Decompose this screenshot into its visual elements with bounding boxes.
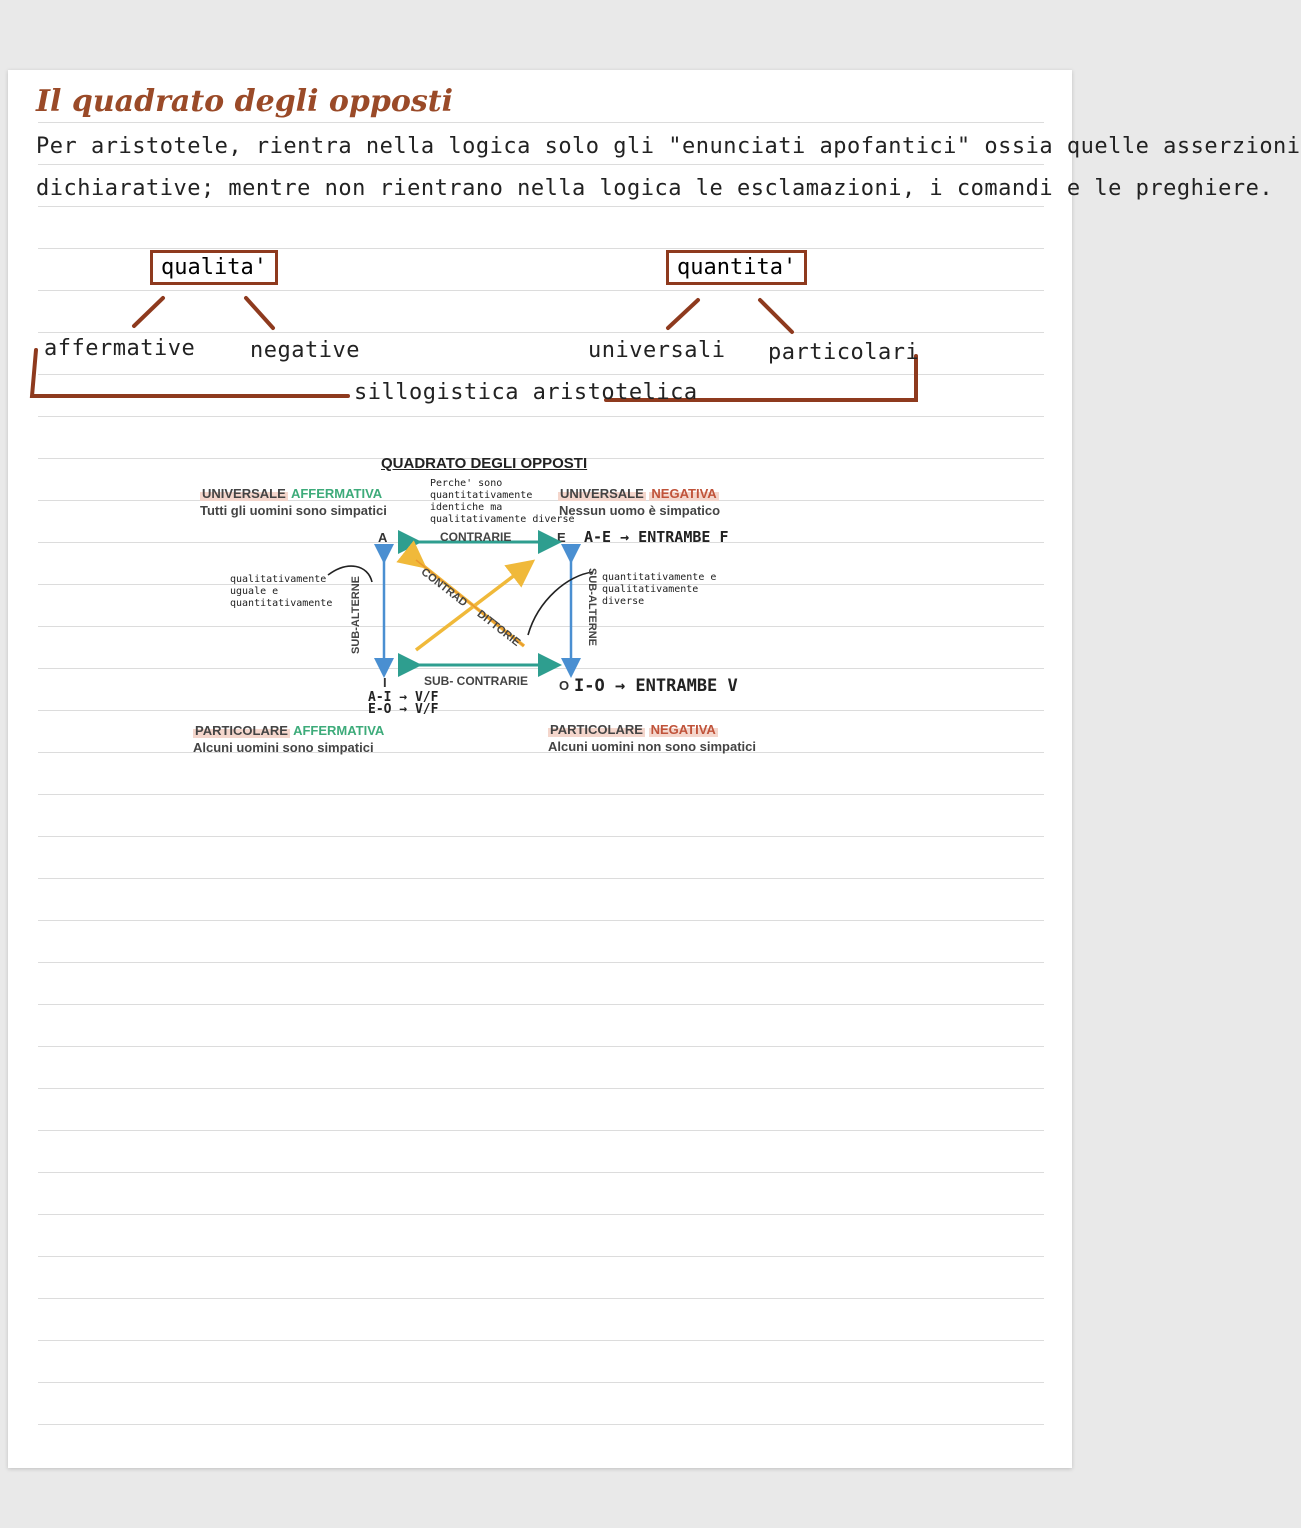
ruled-line bbox=[38, 1298, 1044, 1299]
notebook-page bbox=[8, 70, 1301, 1468]
quantita-box: quantita' bbox=[666, 250, 807, 285]
pn-word2: NEGATIVA bbox=[650, 722, 716, 737]
ruled-line bbox=[38, 1130, 1044, 1131]
bracket-label: sillogistica aristotelica bbox=[354, 380, 698, 405]
pa-word1: PARTICOLARE bbox=[195, 723, 288, 738]
ruled-line bbox=[38, 1340, 1044, 1341]
ruled-line bbox=[38, 1004, 1044, 1005]
particular-affirmative-example: Alcuni uomini sono simpatici bbox=[193, 740, 374, 755]
ruled-line bbox=[38, 836, 1044, 837]
note-eo: E-O → V/F bbox=[368, 702, 439, 717]
label-contrarie: CONTRARIE bbox=[440, 530, 512, 544]
pn-word1: PARTICOLARE bbox=[550, 722, 643, 737]
un-word2: NEGATIVA bbox=[651, 486, 717, 501]
ruled-line bbox=[38, 1214, 1044, 1215]
note-left: qualitativamente uguale e quantitativamente bbox=[230, 574, 333, 609]
branch-particolari: particolari bbox=[768, 340, 920, 365]
universal-affirmative-example: Tutti gli uomini sono simpatici bbox=[200, 503, 387, 518]
qualita-box: qualita' bbox=[150, 250, 278, 285]
intro-line-2: dichiarative; mentre non rientrano nella logica le esclamazioni, i comandi e le preghiere. bbox=[36, 176, 1274, 201]
branch-affermative: affermative bbox=[44, 336, 196, 361]
particular-negative-title bbox=[548, 722, 718, 737]
intro-line-1: Per aristotele, rientra nella logica solo gli "enunciati apofantici" ossia quelle asserzioni bbox=[36, 134, 1301, 159]
diagram-title: QUADRATO DEGLI OPPOSTI bbox=[381, 455, 588, 472]
label-contrad: CONTRAD bbox=[418, 566, 470, 610]
ruled-line bbox=[38, 1256, 1044, 1257]
branch-universali: universali bbox=[588, 338, 726, 363]
label-dittorie: DITTORIE bbox=[474, 608, 523, 649]
pa-word2: AFFERMATIVA bbox=[293, 723, 385, 738]
label-sub-alterne-right: SUB-ALTERNE bbox=[586, 568, 598, 647]
letter-a: A bbox=[378, 530, 388, 545]
particular-affirmative-title bbox=[193, 723, 384, 738]
label-sub-alterne-left: SUB-ALTERNE bbox=[350, 575, 362, 654]
particular-negative-example: Alcuni uomini non sono simpatici bbox=[548, 739, 757, 754]
ruled-line bbox=[38, 878, 1044, 879]
ua-word1: UNIVERSALE bbox=[202, 486, 286, 501]
ruled-line bbox=[38, 1046, 1044, 1047]
letter-e: E bbox=[557, 530, 566, 545]
tree-connectors bbox=[8, 70, 1072, 430]
ruled-line bbox=[38, 1424, 1044, 1425]
label-sub-contrarie: SUB- CONTRARIE bbox=[424, 674, 528, 688]
page-title: Il quadrato degli opposti bbox=[36, 84, 454, 119]
ua-word2: AFFERMATIVA bbox=[290, 486, 383, 501]
universal-negative-example: Nessun uomo è simpatico bbox=[559, 503, 721, 518]
square-of-opposition bbox=[178, 450, 818, 795]
note-io: I-O → ENTRAMBE V bbox=[574, 676, 738, 696]
letter-i: I bbox=[383, 675, 387, 690]
ruled-line bbox=[38, 962, 1044, 963]
ruled-line bbox=[38, 1172, 1044, 1173]
note-right: quantitativamente e qualitativamente diverse bbox=[602, 572, 717, 607]
un-word1: UNIVERSALE bbox=[560, 486, 644, 501]
branch-negative: negative bbox=[250, 338, 360, 363]
ruled-line bbox=[38, 1088, 1044, 1089]
note-ai: A-I → V/F bbox=[368, 690, 439, 705]
note-contrarie: Perche' sono quantitativamente identiche ma qualitativamente diverse bbox=[430, 478, 575, 525]
note-ae: A-E → ENTRAMBE F bbox=[584, 528, 729, 546]
letter-o: O bbox=[559, 678, 570, 693]
ruled-line bbox=[38, 920, 1044, 921]
ruled-line bbox=[38, 1382, 1044, 1383]
